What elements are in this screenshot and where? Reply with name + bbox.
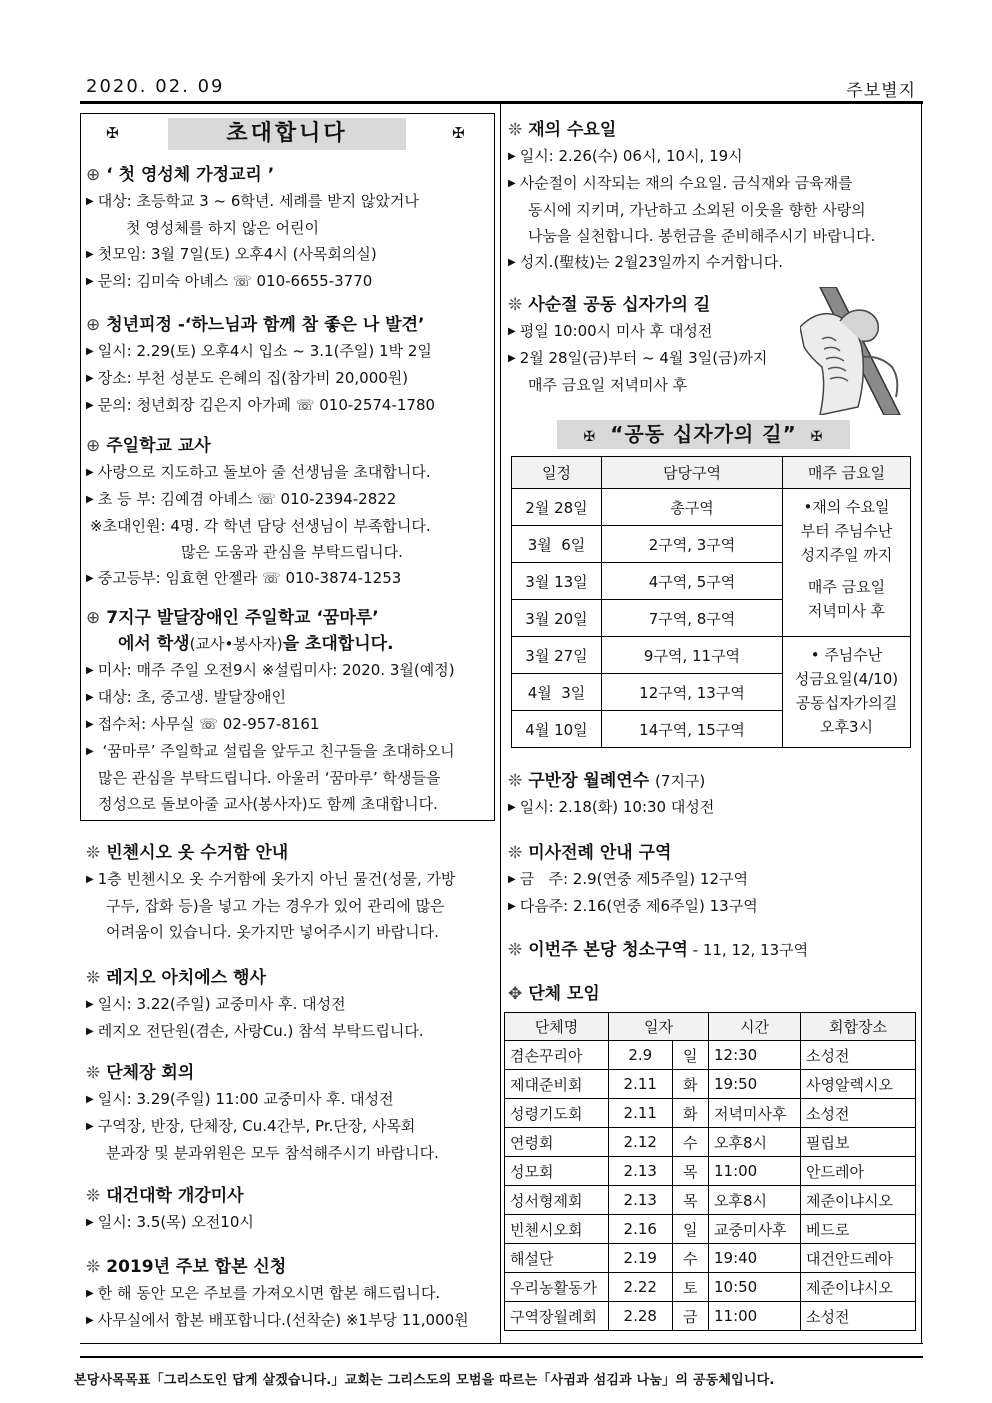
place-cell: 사영알렉시오 bbox=[801, 1070, 916, 1099]
weekday-cell: 토 bbox=[672, 1273, 708, 1302]
bullet-icon: ▶ bbox=[86, 1026, 94, 1037]
note-line: • 주님수난 bbox=[810, 646, 883, 664]
section-title: 재의 수요일 bbox=[528, 120, 617, 140]
snowflake-icon: ❊ bbox=[86, 1063, 101, 1083]
section-title-cont: 에서 학생 bbox=[118, 634, 190, 654]
bullet-icon: ▶ bbox=[86, 1217, 94, 1228]
text-line: 2월 28일(금)부터 ~ 4월 3일(금)까지 bbox=[519, 349, 768, 367]
weekday-cell: 목 bbox=[672, 1186, 708, 1215]
bullet-icon: ▶ bbox=[86, 719, 94, 730]
note-line: 오후3시 bbox=[819, 718, 873, 736]
section-title: 미사전례 안내 구역 bbox=[528, 843, 672, 863]
sunday-school-teacher-section bbox=[86, 433, 431, 592]
place-cell: 소성전 bbox=[801, 1099, 916, 1128]
time-cell: 오후8시 bbox=[709, 1186, 801, 1215]
text-line: 금 주: 2.9(연중 제5주일) 12구역 bbox=[519, 870, 748, 888]
note-line: 매주 금요일 bbox=[807, 578, 886, 596]
snowflake-icon: ❊ bbox=[508, 120, 523, 140]
text-line: 사순절이 시작되는 재의 수요일. 금식재와 금육재를 bbox=[519, 174, 853, 192]
legio-section bbox=[86, 965, 424, 1045]
text-line: ※초대인원: 4명. 각 학년 담당 선생님이 부족합니다. bbox=[90, 517, 431, 535]
text-line: 장소: 부천 성분도 은혜의 집(참가비 20,000원) bbox=[97, 369, 409, 387]
note-line: 저녁미사 후 bbox=[807, 602, 886, 620]
text-line: 초 등 부: 김예겸 아녜스 ☏ 010-2394-2822 bbox=[97, 490, 397, 508]
time-cell: 교중미사후 bbox=[709, 1215, 801, 1244]
bottom-rule bbox=[80, 1343, 923, 1344]
time-cell: 11:00 bbox=[709, 1302, 801, 1331]
section-title: 주일학교 교사 bbox=[106, 436, 211, 456]
cleaning-zone-section bbox=[508, 937, 808, 963]
text-line: 다음주: 2.16(연중 제6주일) 13구역 bbox=[519, 897, 758, 915]
snowflake-icon: ❊ bbox=[86, 968, 101, 988]
college-mass-section bbox=[86, 1183, 254, 1236]
good-friday-note-cell bbox=[783, 637, 911, 748]
date-cell: 2.11 bbox=[609, 1099, 673, 1128]
column-divider bbox=[500, 104, 501, 1344]
text-line: 구역장, 반장, 단체장, Cu.4간부, Pr.단장, 사목회 bbox=[97, 1117, 416, 1135]
section-title: 7지구 발달장애인 주일학교 ‘꿈마루’ bbox=[106, 608, 379, 628]
footer-rule bbox=[80, 1356, 923, 1358]
text-line: 1층 빈첸시오 옷 수거함에 옷가지 아닌 물건(성물, 가방 bbox=[97, 870, 456, 888]
bullet-icon: ▶ bbox=[86, 1315, 94, 1326]
table-row bbox=[505, 1215, 916, 1244]
time-cell: 10:50 bbox=[709, 1273, 801, 1302]
bullet-icon: ▶ bbox=[86, 746, 94, 757]
bulletin-title: 주보별지 bbox=[846, 81, 916, 101]
weekday-cell: 화 bbox=[672, 1099, 708, 1128]
place-cell: 제준이냐시오 bbox=[801, 1273, 916, 1302]
place-cell: 제준이냐시오 bbox=[801, 1186, 916, 1215]
date-cell: 2.28 bbox=[609, 1302, 673, 1331]
group-name-cell: 성서형제회 bbox=[505, 1186, 609, 1215]
snowflake-icon: ❊ bbox=[508, 771, 523, 791]
time-cell: 19:40 bbox=[709, 1244, 801, 1273]
bullet-icon: ▶ bbox=[86, 249, 94, 260]
bullet-icon: ▶ bbox=[508, 802, 516, 813]
date-cell: 2월 28일 bbox=[512, 489, 602, 526]
weekday-cell: 수 bbox=[672, 1244, 708, 1273]
note-line: •재의 수요일 bbox=[803, 498, 890, 516]
text-line: 미사: 매주 주일 오전9시 ※설립미사: 2020. 3월(예정) bbox=[97, 661, 455, 679]
bullet-icon: ▶ bbox=[508, 257, 516, 268]
bullet-icon: ▶ bbox=[86, 467, 94, 478]
weekday-cell: 화 bbox=[672, 1070, 708, 1099]
text-line: 많은 관심을 부탁드립니다. 아울러 ‘꿈마루’ 학생들을 bbox=[98, 769, 441, 787]
bullet-icon: ▶ bbox=[86, 874, 94, 885]
weekday-cell: 수 bbox=[672, 1128, 708, 1157]
bullet-icon: ▶ bbox=[86, 1121, 94, 1132]
bulletin-date: 2020. 02. 09 bbox=[86, 76, 225, 97]
maltese-cross-icon: ✠ bbox=[810, 429, 824, 445]
text-line: 첫 영성체를 하지 않은 어린이 bbox=[126, 219, 319, 237]
table-row bbox=[505, 1128, 916, 1157]
mass-guide-section bbox=[508, 840, 758, 920]
weekday-cell: 일 bbox=[672, 1215, 708, 1244]
text-line: 사무실에서 합본 배포합니다.(선착순) ※1부당 11,000원 bbox=[97, 1311, 469, 1329]
bullet-icon: ▶ bbox=[86, 692, 94, 703]
bullet-icon: ▶ bbox=[86, 346, 94, 357]
bullet-icon: ▶ bbox=[86, 1288, 94, 1299]
place-cell: 소성전 bbox=[801, 1041, 916, 1070]
date-cell: 2.16 bbox=[609, 1215, 673, 1244]
text-line: 대상: 초, 중고생. 발달장애인 bbox=[97, 688, 286, 706]
zone-cell: 2구역, 3구역 bbox=[602, 526, 783, 563]
cleaning-zones: - 11, 12, 13구역 bbox=[687, 941, 809, 959]
section-title: 사순절 공동 십자가의 길 bbox=[528, 295, 711, 315]
snowflake-icon: ❊ bbox=[86, 843, 101, 863]
bullet-icon: ▶ bbox=[86, 665, 94, 676]
text-line: 일시: 2.18(화) 10:30 대성전 bbox=[519, 798, 715, 816]
time-cell: 12:30 bbox=[709, 1041, 801, 1070]
column-header: 단체명 bbox=[505, 1013, 609, 1041]
column-header: 시간 bbox=[709, 1013, 801, 1041]
maltese-cross-icon: ✠ bbox=[452, 124, 465, 142]
text-line: ‘꿈마루’ 주일학교 설립을 앞두고 친구들을 초대하오니 bbox=[97, 742, 455, 760]
table-row bbox=[505, 1186, 916, 1215]
bullet-icon: ▶ bbox=[86, 373, 94, 384]
group-name-cell: 구역장월례회 bbox=[505, 1302, 609, 1331]
date-cell: 2.9 bbox=[609, 1041, 673, 1070]
text-line: 문의: 김미숙 아녜스 ☏ 010-6655-3770 bbox=[97, 272, 373, 290]
snowflake-icon: ❊ bbox=[508, 295, 523, 315]
kkummaru-section bbox=[86, 605, 455, 817]
section-title: 빈첸시오 옷 수거함 안내 bbox=[106, 843, 289, 863]
diamond-cross-icon: ⊕ bbox=[86, 315, 101, 335]
bullet-icon: ▶ bbox=[508, 874, 516, 885]
zone-cell: 14구역, 15구역 bbox=[602, 711, 783, 748]
text-line: 구두, 잡화 등)을 넣고 가는 경우가 있어 관리에 많은 bbox=[106, 897, 445, 915]
place-cell: 필립보 bbox=[801, 1128, 916, 1157]
time-cell: 저녁미사후 bbox=[709, 1099, 801, 1128]
date-cell: 2.19 bbox=[609, 1244, 673, 1273]
table-row bbox=[505, 1070, 916, 1099]
section-title: 2019년 주보 합본 신청 bbox=[106, 1257, 287, 1277]
section-title: 레지오 아치에스 행사 bbox=[106, 968, 266, 988]
column-header: 회합장소 bbox=[801, 1013, 916, 1041]
text-line: 매주 금요일 저녁미사 후 bbox=[528, 376, 688, 394]
section-title: 단체 모임 bbox=[528, 984, 600, 1004]
sparkle-icon: ✥ bbox=[508, 984, 523, 1004]
time-cell: 11:00 bbox=[709, 1157, 801, 1186]
group-name-cell: 성령기도회 bbox=[505, 1099, 609, 1128]
zone-cell: 9구역, 11구역 bbox=[602, 637, 783, 674]
table-header-row bbox=[512, 457, 911, 489]
table-row bbox=[505, 1099, 916, 1128]
place-cell: 안드레아 bbox=[801, 1157, 916, 1186]
date-cell: 2.22 bbox=[609, 1273, 673, 1302]
section-title: 단체장 회의 bbox=[106, 1063, 195, 1083]
text-line: 한 해 동안 모은 주보를 가져오시면 합본 해드립니다. bbox=[97, 1284, 441, 1302]
date-cell: 2.11 bbox=[609, 1070, 673, 1099]
leaders-meeting-section bbox=[86, 1060, 439, 1166]
note-line: 성지주일 까지 bbox=[800, 546, 893, 564]
date-cell: 4월 10일 bbox=[512, 711, 602, 748]
bullet-icon: ▶ bbox=[508, 901, 516, 912]
group-name-cell: 겸손꾸리아 bbox=[505, 1041, 609, 1070]
weekday-cell: 목 bbox=[672, 1157, 708, 1186]
bulletin-binding-section bbox=[86, 1254, 469, 1334]
text-line: 대상: 초등학교 3 ~ 6학년. 세례를 받지 않았거나 bbox=[97, 192, 419, 210]
time-cell: 오후8시 bbox=[709, 1128, 801, 1157]
text-line: 평일 10:00시 미사 후 대성전 bbox=[519, 322, 713, 340]
column-header: 담당구역 bbox=[602, 457, 783, 489]
zone-cell: 총구역 bbox=[602, 489, 783, 526]
jesus-carrying-cross-illustration bbox=[800, 287, 910, 415]
bullet-icon: ▶ bbox=[86, 196, 94, 207]
date-cell: 2.13 bbox=[609, 1186, 673, 1215]
note-line: 공동십자가의길 bbox=[795, 694, 898, 712]
date-cell: 3월 6일 bbox=[512, 526, 602, 563]
group-name-cell: 성모회 bbox=[505, 1157, 609, 1186]
text-line: 어려움이 있습니다. 옷가지만 넣어주시기 바랍니다. bbox=[106, 923, 439, 941]
groups-section-heading bbox=[508, 981, 600, 1007]
section-title: 이번주 본당 청소구역 bbox=[528, 940, 688, 960]
zone-cell: 7구역, 8구역 bbox=[602, 600, 783, 637]
bullet-icon: ▶ bbox=[508, 353, 516, 364]
maltese-cross-icon: ✠ bbox=[106, 124, 119, 142]
date-cell: 4월 3일 bbox=[512, 674, 602, 711]
column-header: 일자 bbox=[609, 1013, 709, 1041]
weekday-cell: 일 bbox=[672, 1041, 708, 1070]
way-of-cross-section bbox=[508, 292, 767, 398]
section-title-note: (교사•봉사자) bbox=[189, 635, 283, 653]
zone-cell: 4구역, 5구역 bbox=[602, 563, 783, 600]
date-cell: 3월 20일 bbox=[512, 600, 602, 637]
date-cell: 2.13 bbox=[609, 1157, 673, 1186]
text-line: 문의: 청년회장 김은지 아가페 ☏ 010-2574-1780 bbox=[97, 396, 436, 414]
column-header: 일정 bbox=[512, 457, 602, 489]
table-row bbox=[505, 1244, 916, 1273]
snowflake-icon: ❊ bbox=[508, 940, 523, 960]
first-communion-section bbox=[86, 162, 419, 295]
bullet-icon: ▶ bbox=[508, 178, 516, 189]
bullet-icon: ▶ bbox=[508, 151, 516, 162]
diamond-cross-icon: ⊕ bbox=[86, 165, 101, 185]
diamond-cross-icon: ⊕ bbox=[86, 608, 101, 628]
table-row bbox=[505, 1302, 916, 1331]
text-line: 접수처: 사무실 ☏ 02-957-8161 bbox=[97, 715, 320, 733]
date-cell: 3월 13일 bbox=[512, 563, 602, 600]
section-title: 대건대학 개강미사 bbox=[106, 1186, 244, 1206]
youth-retreat-section bbox=[86, 312, 435, 419]
bullet-icon: ▶ bbox=[86, 999, 94, 1010]
parish-motto: 본당사목목표「그리스도인 답게 살겠습니다.」교회는 그리스도의 모범을 따르는「사귐과 섬김과 나눔」의 공동체입니다. bbox=[74, 1373, 775, 1388]
text-line: 성지.(聖枝)는 2월23일까지 수거합니다. bbox=[519, 253, 783, 271]
bullet-icon: ▶ bbox=[86, 494, 94, 505]
header-rule bbox=[80, 101, 923, 104]
text-line: 일시: 3.5(목) 오전10시 bbox=[97, 1213, 254, 1231]
text-line: 일시: 2.26(수) 06시, 10시, 19시 bbox=[519, 147, 743, 165]
diamond-cross-icon: ⊕ bbox=[86, 436, 101, 456]
place-cell: 소성전 bbox=[801, 1302, 916, 1331]
place-cell: 대건안드레아 bbox=[801, 1244, 916, 1273]
snowflake-icon: ❊ bbox=[86, 1257, 101, 1277]
text-line: 많은 도움과 관심을 부탁드립니다. bbox=[181, 543, 403, 561]
table-title-text: “공동 십자가의 길” bbox=[610, 422, 797, 446]
time-cell: 19:50 bbox=[709, 1070, 801, 1099]
maltese-cross-icon: ✠ bbox=[583, 429, 597, 445]
section-title-note: (7지구) bbox=[655, 772, 706, 790]
text-line: 정성으로 돌보아줄 교사(봉사자)도 함께 초대합니다. bbox=[98, 795, 438, 813]
note-line: 성금요일(4/10) bbox=[794, 670, 899, 688]
snowflake-icon: ❊ bbox=[86, 1186, 101, 1206]
group-name-cell: 우리농활동가 bbox=[505, 1273, 609, 1302]
text-line: 나눔을 실천합니다. 봉헌금을 준비해주시기 바랍니다. bbox=[528, 227, 876, 245]
bullet-icon: ▶ bbox=[86, 400, 94, 411]
text-line: 첫모임: 3월 7일(토) 오후4시 (사목회의실) bbox=[97, 245, 377, 263]
group-name-cell: 연령회 bbox=[505, 1128, 609, 1157]
gubanjang-section bbox=[508, 768, 714, 821]
text-line: 분과장 및 분과위원은 모두 참석해주시기 바랍니다. bbox=[106, 1144, 439, 1162]
bullet-icon: ▶ bbox=[86, 276, 94, 287]
weekday-cell: 금 bbox=[672, 1302, 708, 1331]
group-name-cell: 빈첸시오회 bbox=[505, 1215, 609, 1244]
section-title: ‘ 첫 영성체 가정교리 ’ bbox=[106, 165, 275, 185]
group-name-cell: 해설단 bbox=[505, 1244, 609, 1273]
section-title: 구반장 월례연수 bbox=[528, 771, 650, 791]
bullet-icon: ▶ bbox=[508, 326, 516, 337]
table-row bbox=[505, 1157, 916, 1186]
bullet-icon: ▶ bbox=[86, 1094, 94, 1105]
text-line: 사랑으로 지도하고 돌보아 줄 선생님을 초대합니다. bbox=[97, 463, 431, 481]
right-border bbox=[921, 104, 922, 1344]
text-line: 레지오 전단원(겸손, 사랑Cu.) 참석 부탁드립니다. bbox=[97, 1022, 424, 1040]
text-line: 일시: 3.29(주일) 11:00 교중미사 후. 대성전 bbox=[97, 1090, 394, 1108]
friday-note-cell bbox=[783, 489, 911, 637]
table-row bbox=[505, 1041, 916, 1070]
group-name-cell: 제대준비회 bbox=[505, 1070, 609, 1099]
section-title: 청년피정 -‘하느님과 함께 참 좋은 나 발견’ bbox=[106, 315, 425, 335]
invite-title: 초대합니다 bbox=[168, 118, 406, 150]
vincent-section bbox=[86, 840, 456, 945]
date-cell: 3월 27일 bbox=[512, 637, 602, 674]
table-row bbox=[512, 637, 911, 674]
ash-wednesday-section bbox=[508, 117, 875, 276]
group-meetings-table bbox=[504, 1012, 916, 1331]
table-row bbox=[505, 1273, 916, 1302]
snowflake-icon: ❊ bbox=[508, 843, 523, 863]
date-cell: 2.12 bbox=[609, 1128, 673, 1157]
text-line: 중고등부: 임효현 안젤라 ☏ 010-3874-1253 bbox=[97, 569, 402, 587]
zone-cell: 12구역, 13구역 bbox=[602, 674, 783, 711]
text-line: 일시: 2.29(토) 오후4시 입소 ~ 3.1(주일) 1박 2일 bbox=[97, 342, 432, 360]
table-row bbox=[512, 489, 911, 526]
bullet-icon: ▶ bbox=[86, 573, 94, 584]
table-header-row bbox=[505, 1013, 916, 1041]
column-header: 매주 금요일 bbox=[783, 457, 911, 489]
way-of-cross-table-title bbox=[557, 420, 850, 449]
note-line: 부터 주님수난 bbox=[800, 522, 893, 540]
text-line: 동시에 지키며, 가난하고 소외된 이웃을 향한 사랑의 bbox=[528, 201, 866, 219]
text-line: 일시: 3.22(주일) 교중미사 후. 대성전 bbox=[97, 995, 346, 1013]
place-cell: 베드로 bbox=[801, 1215, 916, 1244]
way-of-cross-schedule-table bbox=[511, 456, 911, 748]
section-title-cont: 을 초대합니다. bbox=[282, 634, 394, 654]
